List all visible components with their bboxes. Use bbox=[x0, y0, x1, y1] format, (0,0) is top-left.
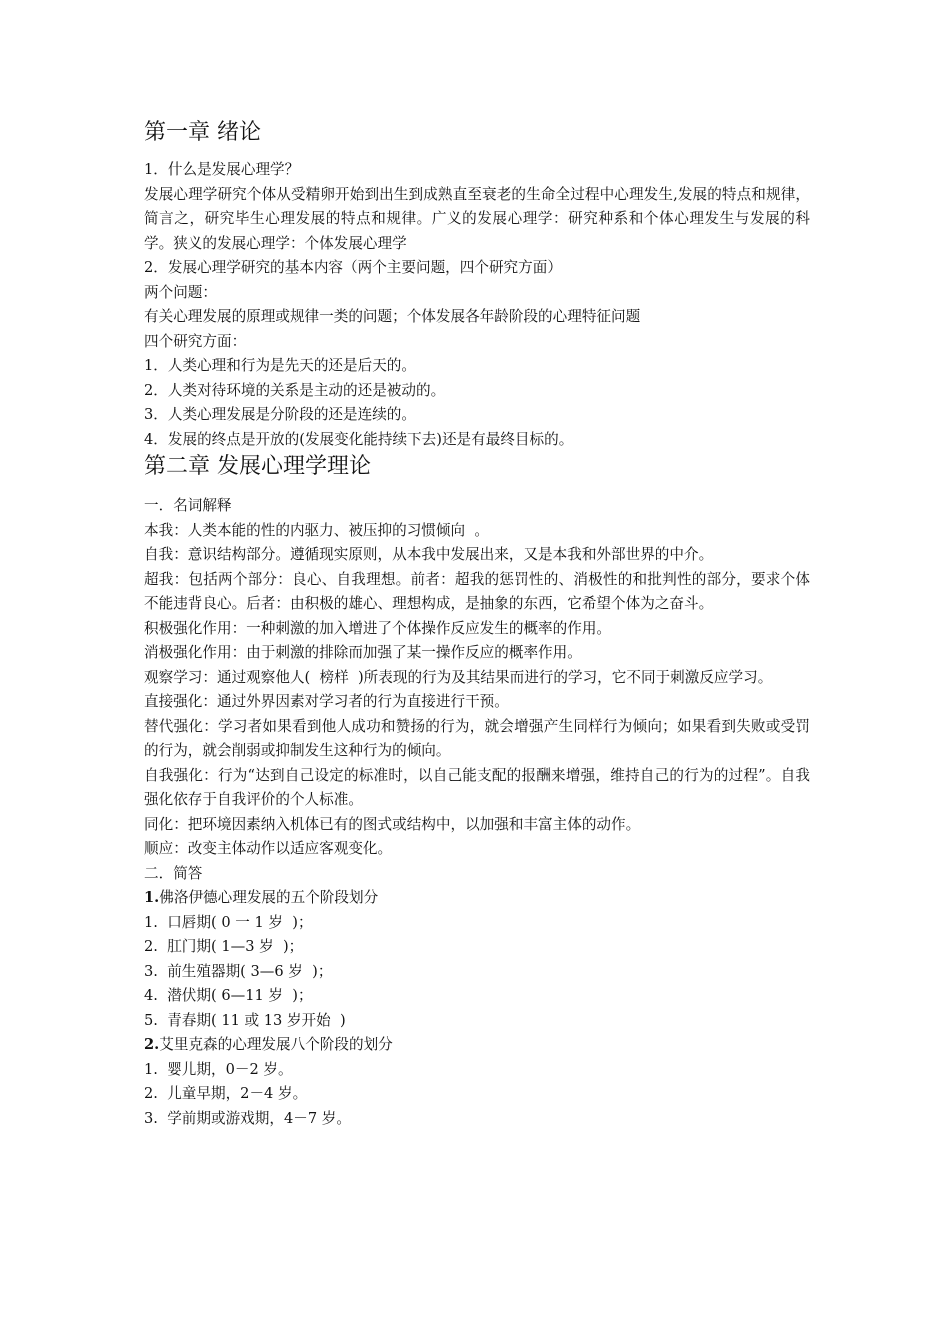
aspect-item: 1．人类心理和行为是先天的还是后天的。 bbox=[144, 357, 416, 374]
chapter-2-body bbox=[144, 494, 810, 1131]
stage-item: 1. 婴儿期，0－2 岁。 bbox=[144, 1060, 293, 1078]
definition-paragraph: 发展心理学研究个体从受精卵开始到出生到成熟直至衰老的生命全过程中心理发生,发展的特点和规律，简言之，研究毕生心理发展的特点和规律。广义的发展心理学：研究种系和个体心理发生与发展的科学。狭义的发展心理学：个体发展心理学 bbox=[144, 185, 810, 252]
question-2-title: 2．发展心理学研究的基本内容（两个主要问题，四个研究方面） bbox=[144, 259, 562, 276]
term-definition: 自我：意识结构部分。遵循现实原则，从本我中发展出来，又是本我和外部世界的中介。 bbox=[144, 546, 714, 563]
short-answer-1-title bbox=[144, 886, 810, 911]
four-aspects-label: 四个研究方面： bbox=[144, 332, 247, 350]
term-definition: 直接强化：通过外界因素对学习者的行为直接进行干预。 bbox=[144, 693, 509, 710]
stage-item: 3. 前生殖器期( 3—6 岁 )； bbox=[144, 962, 333, 980]
document-page bbox=[144, 118, 810, 1131]
term-definition: 同化：把环境因素纳入机体已有的图式或结构中，以加强和丰富主体的动作。 bbox=[144, 815, 641, 833]
chapter-2-title: 第二章 发展心理学理论 bbox=[144, 454, 371, 479]
short-answer-2-number: 2. bbox=[144, 1036, 160, 1053]
chapter-1-title: 第一章 绪论 bbox=[144, 120, 261, 145]
term-definition: 自我强化：行为“达到自己设定的标准时，以自己能支配的报酬来增强，维持自己的行为的过程”。自我强化依存于自我评价的个人标准。 bbox=[144, 766, 810, 808]
short-answer-1-number: 1. bbox=[144, 889, 160, 906]
term-definition: 观察学习：通过观察他人( 榜样 )所表现的行为及其结果而进行的学习，它不同于刺激反应学习。 bbox=[144, 668, 773, 686]
section-2-title: 二．简答 bbox=[144, 864, 203, 882]
term-definition: 超我：包括两个部分：良心、自我理想。前者：超我的惩罚性的、消极性的和批判性的部分，要求个体不能违背良心。后者：由积极的雄心、理想构成，是抽象的东西，它希望个体为之奋斗。 bbox=[144, 570, 810, 612]
stage-item: 2. 儿童早期，2－4 岁。 bbox=[144, 1085, 308, 1102]
stage-item: 4. 潜伏期( 6—11 岁 )； bbox=[144, 987, 313, 1004]
term-definition: 本我：人类本能的性的内驱力、被压抑的习惯倾向 。 bbox=[144, 521, 489, 539]
stage-item: 2. 肛门期( 1—3 岁 )； bbox=[144, 938, 304, 955]
section-1-title: 一．名词解释 bbox=[144, 497, 232, 514]
term-definition: 顺应：改变主体动作以适应客观变化。 bbox=[144, 840, 393, 857]
two-questions-text: 有关心理发展的原理或规律一类的问题；个体发展各年龄阶段的心理特征问题 bbox=[144, 308, 641, 325]
chapter-1-body bbox=[144, 158, 810, 452]
question-1-title: 1．什么是发展心理学？ bbox=[144, 161, 300, 178]
aspect-item: 3．人类心理发展是分阶段的还是连续的。 bbox=[144, 406, 416, 423]
term-definition: 替代强化：学习者如果看到他人成功和赞扬的行为，就会增强产生同样行为倾向；如果看到失败或受罚的行为，就会削弱或抑制发生这种行为的倾向。 bbox=[144, 717, 810, 759]
short-answer-2-text: 艾里克森的心理发展八个阶段的划分 bbox=[159, 1036, 393, 1053]
stage-item: 5. 青春期( 11 或 13 岁开始 ) bbox=[144, 1011, 346, 1029]
aspect-item: 4．发展的终点是开放的(发展变化能持续下去)还是有最终目标的。 bbox=[144, 430, 574, 448]
stage-item: 3. 学前期或游戏期，4－7 岁。 bbox=[144, 1109, 351, 1127]
aspect-item: 2．人类对待环境的关系是主动的还是被动的。 bbox=[144, 381, 446, 399]
short-answer-1-text: 佛洛伊德心理发展的五个阶段划分 bbox=[159, 889, 379, 906]
stage-item: 1. 口唇期( 0 一 1 岁 )； bbox=[144, 913, 313, 931]
short-answer-2-title bbox=[144, 1033, 810, 1058]
term-definition: 消极强化作用：由于刺激的排除而加强了某一操作反应的概率作用。 bbox=[144, 644, 582, 661]
term-definition: 积极强化作用：一种刺激的加入增进了个体操作反应发生的概率的作用。 bbox=[144, 619, 612, 637]
two-questions-label: 两个问题： bbox=[144, 283, 217, 301]
